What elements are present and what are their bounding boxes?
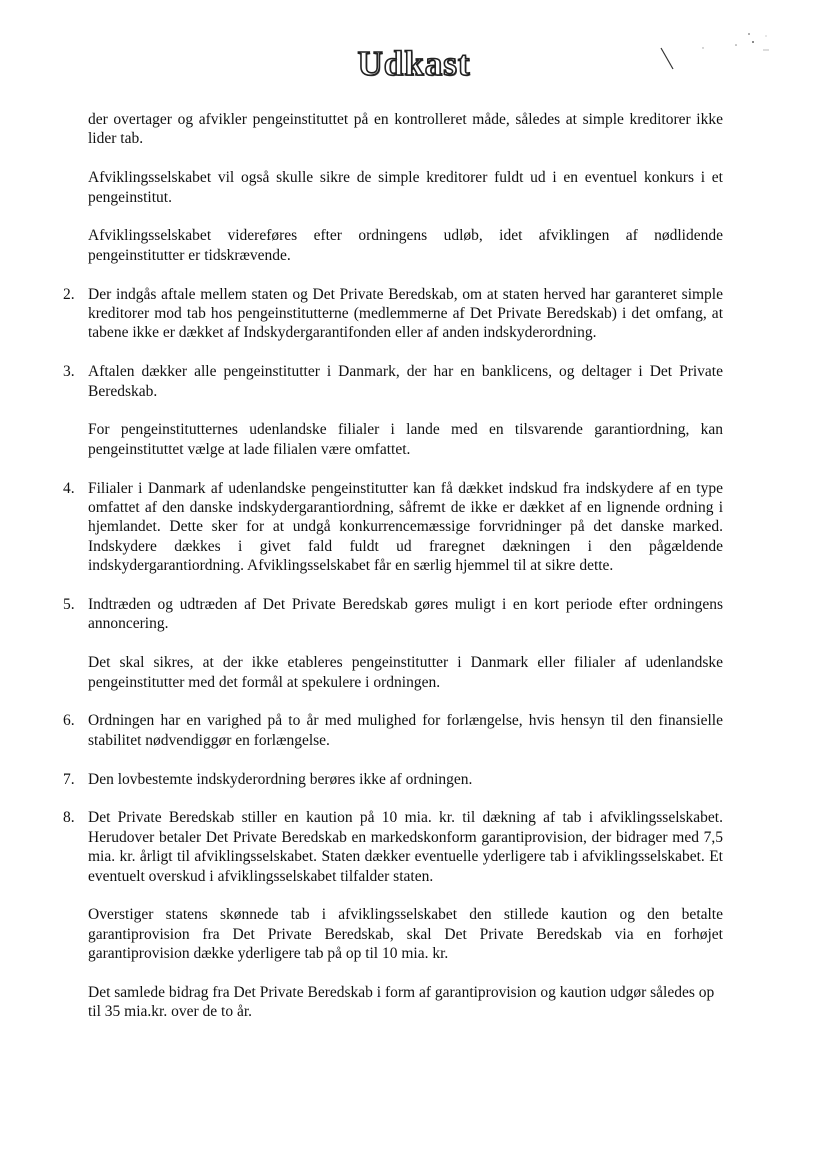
paragraph-8 — [0, 808, 723, 886]
paragraph-text: Afviklingsselskabet videreføres efter ordningens udløb, idet afviklingen af nødlidende pengeinstitutter er tidskrævende. — [88, 227, 723, 264]
paragraph-6 — [0, 711, 723, 750]
paragraph-4 — [0, 479, 723, 576]
paragraph-text: Det skal sikres, at der ikke etableres pengeinstitutter i Danmark eller filialer af udenlandske pengeinstitutter med det formål at spekulere i ordningen. — [88, 654, 723, 691]
scan-specks — [655, 28, 775, 78]
paragraph-3b — [0, 420, 723, 459]
paragraph-1-continued — [0, 110, 723, 149]
paragraph-text: Afviklingsselskabet vil også skulle sikre de simple kreditorer fuldt ud i en eventuel konkurs i et pengeinstitut. — [88, 169, 723, 206]
paragraph-8b — [0, 905, 723, 963]
paragraph-text: Det Private Beredskab stiller en kaution på 10 mia. kr. til dækning af tab i afviklingsselskabet. Herudover betaler Det Private Beredskab en markedskonform garantiprovision, der bidrager med 7,5 mia. kr. årligt til afviklingsselskabet. Staten dækker eventuelle yderligere tab i afviklingsselskabet. Et eventuelt overskud i afviklingsselskabet tilfalder staten. — [88, 809, 723, 885]
item-number: 3. — [63, 363, 75, 381]
paragraph-1b — [0, 168, 723, 207]
paragraph-8c — [0, 983, 723, 1022]
paragraph-text: Aftalen dækker alle pengeinstitutter i Danmark, der har en banklicens, og deltager i Det Private Beredskab. — [88, 363, 723, 400]
item-number: 6. — [63, 712, 75, 730]
draft-stamp: Udkast — [357, 44, 471, 83]
item-number: 5. — [63, 596, 75, 614]
paragraph-5b — [0, 653, 723, 692]
paragraph-5 — [0, 595, 723, 634]
item-number: 4. — [63, 479, 75, 497]
paragraph-1c — [0, 226, 723, 265]
paragraph-text: der overtager og afvikler pengeinstituttet på en kontrolleret måde, således at simple kreditorer ikke lider tab. — [88, 111, 723, 148]
paragraph-text: Ordningen har en varighed på to år med mulighed for forlængelse, hvis hensyn til den finansielle stabilitet nødvendiggør en forlængelse. — [88, 712, 723, 749]
item-number: 7. — [63, 770, 75, 788]
paragraph-text: Den lovbestemte indskyderordning berøres ikke af ordningen. — [88, 770, 473, 788]
paragraph-text: Indtræden og udtræden af Det Private Beredskab gøres muligt i en kort periode efter ordningens annoncering. — [88, 596, 723, 633]
paragraph-7 — [0, 770, 723, 789]
paragraph-text: Det samlede bidrag fra Det Private Beredskab i form af garantiprovision og kaution udgør således op til 35 mia.kr. over de to år. — [88, 984, 715, 1021]
paragraph-text: Filialer i Danmark af udenlandske pengeinstitutter kan få dækket indskud fra indskydere af en type omfattet af den danske indskydergarantiordning, såfremt de ikke er dækket af en lignende ordning i hjemlandet. Dette sker for at undgå konkurrencemæssige forvridninger på det danske marked. Indskydere dækkes i givet fald fuldt ud fraregnet dækningen i den pågældende indskydergarantiordning. Afviklingsselskabet får en særlig hjemmel til at sikre dette. — [88, 479, 723, 575]
paragraph-text: Der indgås aftale mellem staten og Det Private Beredskab, om at staten herved har garanteret simple kreditorer mod tab hos pengeinstitutterne (medlemmerne af Det Private Beredskab) i det omfang, at tabene ikke er dækket af Indskydergarantifonden eller af anden indskyderordning. — [88, 285, 723, 342]
paragraph-text: Overstiger statens skønnede tab i afviklingsselskabet den stillede kaution og den betalte garantiprovision fra Det Private Beredskab, skal Det Private Beredskab via en forhøjet garantiprovision dække yderligere tab på op til 10 mia. kr. — [88, 906, 723, 963]
paragraph-2 — [0, 285, 723, 343]
item-number: 2. — [63, 285, 75, 303]
item-number: 8. — [63, 809, 75, 827]
paragraph-3 — [0, 362, 723, 401]
paragraph-text: For pengeinstitutternes udenlandske filialer i lande med en tilsvarende garantiordning, kan pengeinstituttet vælge at lade filialen være omfattet. — [88, 421, 723, 458]
document-body — [0, 110, 828, 1041]
